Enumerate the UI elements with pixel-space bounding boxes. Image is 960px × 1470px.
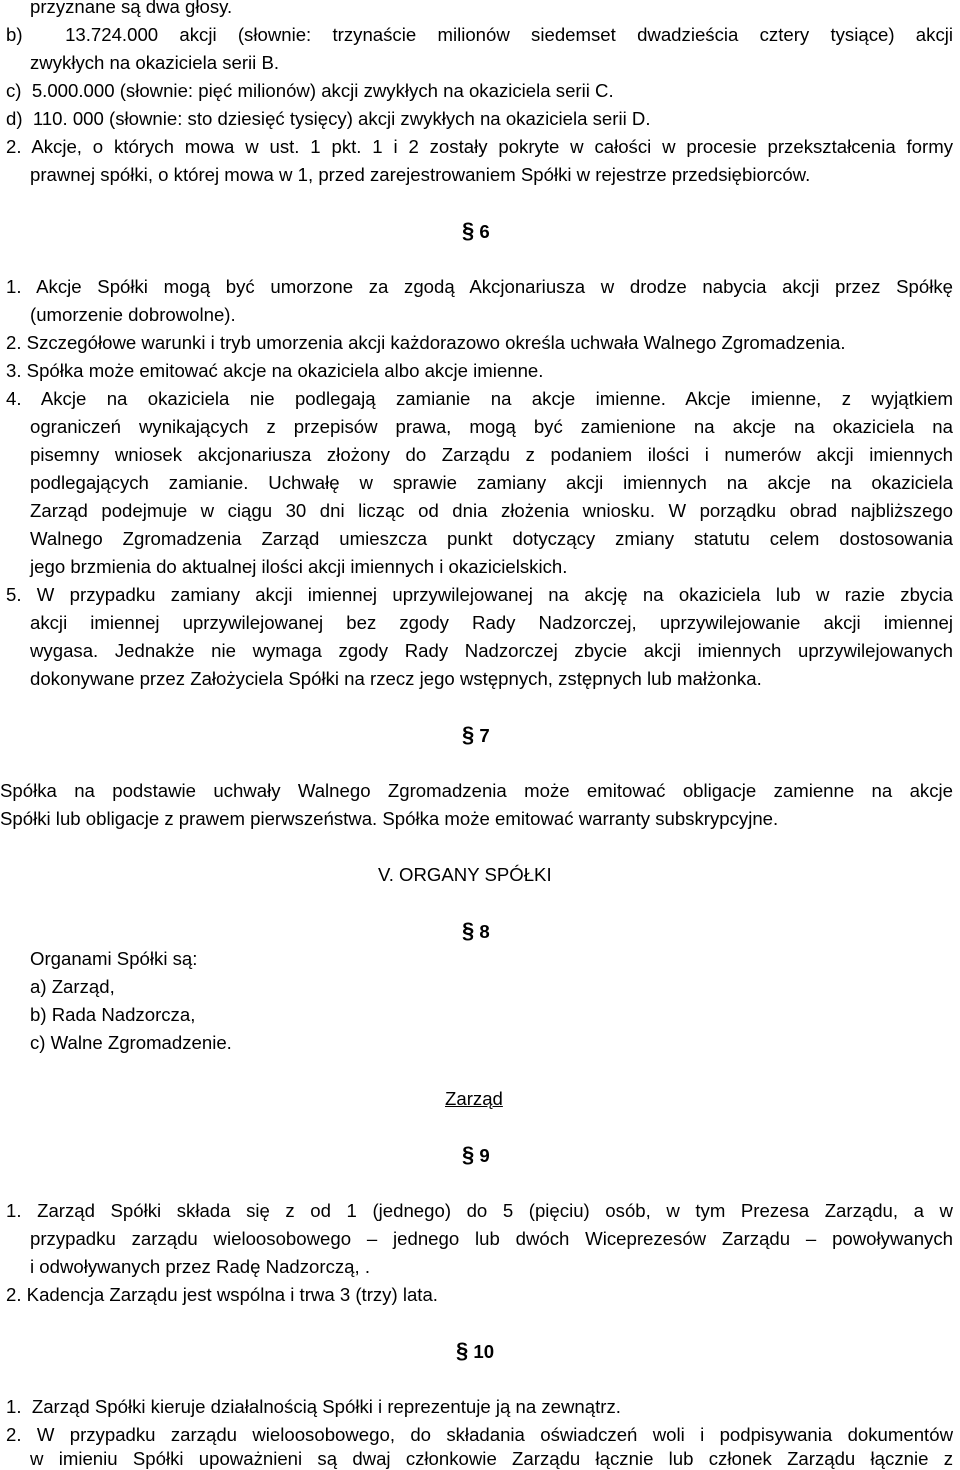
text-line: Zarząd podejmuje w ciągu 30 dni licząc od dnia złożenia wniosku. W porządku obrad najbliższego (30, 500, 953, 521)
text-line: i odwoływanych przez Radę Nadzorczą, . (30, 1256, 371, 1277)
section-heading-10 (456, 1340, 494, 1363)
text-line: pisemny wniosek akcjonariusza złożony do Zarządu z podaniem ilości i numerów akcji imiennych (30, 444, 953, 465)
section-heading-6 (462, 220, 490, 243)
text-line: b) Rada Nadzorcza, (30, 1004, 196, 1025)
section-heading-9 (462, 1144, 490, 1167)
text-line: c) 5.000.000 (słownie: pięć milionów) akcji zwykłych na okaziciela serii C. (6, 80, 614, 101)
text-line: 2. Akcje, o których mowa w ust. 1 pkt. 1 i 2 zostały pokryte w całości w procesie przekształcenia formy (6, 136, 953, 157)
text-line: dokonywane przez Założyciela Spółki na rzecz jego wstępnych, zstępnych lub małżonka. (30, 668, 762, 689)
text-line: ograniczeń wynikających z przepisów prawa, mogą być zamienione na akcje na okaziciela na (30, 416, 953, 437)
paragraph-symbol: § (462, 722, 475, 747)
text-line: przyznane są dwa głosy. (30, 0, 233, 17)
text-line: 4. Akcje na okaziciela nie podlegają zamianie na akcje imienne. Akcje imienne, z wyjątkiem (6, 388, 953, 409)
text-line: 1. Zarząd Spółki kieruje działalnością Spółki i reprezentuje ją na zewnątrz. (6, 1396, 621, 1417)
text-line: d) 110. 000 (słownie: sto dziesięć tysięcy) akcji zwykłych na okaziciela serii D. (6, 108, 651, 129)
text-line: 2. W przypadku zarządu wieloosobowego, do składania oświadczeń woli i podpisywania dokumentów (6, 1424, 953, 1445)
text-line: podlegających zamianie. Uchwałę w sprawie zamiany akcji imiennych na akcje na okaziciela (30, 472, 953, 493)
text-line: prawnej spółki, o której mowa w 1, przed zarejestrowaniem Spółki w rejestrze przedsiębiorców. (30, 164, 811, 185)
text-line: c) Walne Zgromadzenie. (30, 1032, 232, 1053)
text-line: 2. Szczegółowe warunki i tryb umorzenia akcji każdorazowo określa uchwała Walnego Zgromadzenia. (6, 332, 846, 353)
text-line: Organami Spółki są: (30, 948, 198, 969)
text-line: Walnego Zgromadzenia Zarząd umieszcza punkt dotyczący zmiany statutu celem dostosowania (30, 528, 953, 549)
text-line: (umorzenie dobrowolne). (30, 304, 236, 325)
paragraph-symbol: § (456, 1338, 469, 1363)
subsection-title: Zarząd (445, 1088, 503, 1109)
text-line: b) 13.724.000 akcji (słownie: trzynaście milionów siedemset dwadzieścia cztery tysiące) akcji (6, 24, 953, 45)
section-number: 9 (479, 1145, 490, 1166)
text-line: 5. W przypadku zamiany akcji imiennej uprzywilejowanej na akcję na okaziciela lub w razie zbycia (6, 584, 953, 605)
section-number: 10 (473, 1341, 495, 1362)
text-line: akcji imiennej uprzywilejowanej bez zgody Rady Nadzorczej, uprzywilejowanie akcji imiennej (30, 612, 953, 633)
section-number: 8 (479, 921, 490, 942)
text-line: 2. Kadencja Zarządu jest wspólna i trwa 3 (trzy) lata. (6, 1284, 438, 1305)
text-line: 1. Zarząd Spółki składa się z od 1 (jednego) do 5 (pięciu) osób, w tym Prezesa Zarządu, a w (6, 1200, 953, 1221)
section-title: V. ORGANY SPÓŁKI (378, 864, 552, 885)
text-line: zwykłych na okaziciela serii B. (30, 52, 280, 73)
text-line: Spółki lub obligacje z prawem pierwszeństwa. Spółka może emitować warranty subskrypcyjne. (0, 808, 779, 829)
text-line: 1. Akcje Spółki mogą być umorzone za zgodą Akcjonariusza w drodze nabycia akcji przez Spółkę (6, 276, 953, 297)
paragraph-symbol: § (462, 218, 475, 243)
text-line: Spółka na podstawie uchwały Walnego Zgromadzenia może emitować obligacje zamienne na akcje (0, 780, 953, 801)
text-line: wygasa. Jednakże nie wymaga zgody Rady Nadzorczej zbycie akcji imiennych uprzywilejowanych (30, 640, 953, 661)
section-heading-7 (462, 724, 490, 747)
text-line: a) Zarząd, (30, 976, 115, 997)
text-line: 3. Spółka może emitować akcje na okaziciela albo akcje imienne. (6, 360, 544, 381)
section-heading-8 (462, 920, 490, 943)
text-line: w imieniu Spółki upoważnieni są dwaj członkowie Zarządu łącznie lub członek Zarządu łącznie z (30, 1448, 953, 1469)
section-number: 7 (479, 725, 490, 746)
paragraph-symbol: § (462, 918, 475, 943)
paragraph-symbol: § (462, 1142, 475, 1167)
section-number: 6 (479, 221, 490, 242)
text-line: jego brzmienia do aktualnej ilości akcji imiennych i okazicielskich. (30, 556, 568, 577)
text-line: przypadku zarządu wieloosobowego – jednego lub dwóch Wiceprezesów Zarządu – powoływanych (30, 1228, 953, 1249)
